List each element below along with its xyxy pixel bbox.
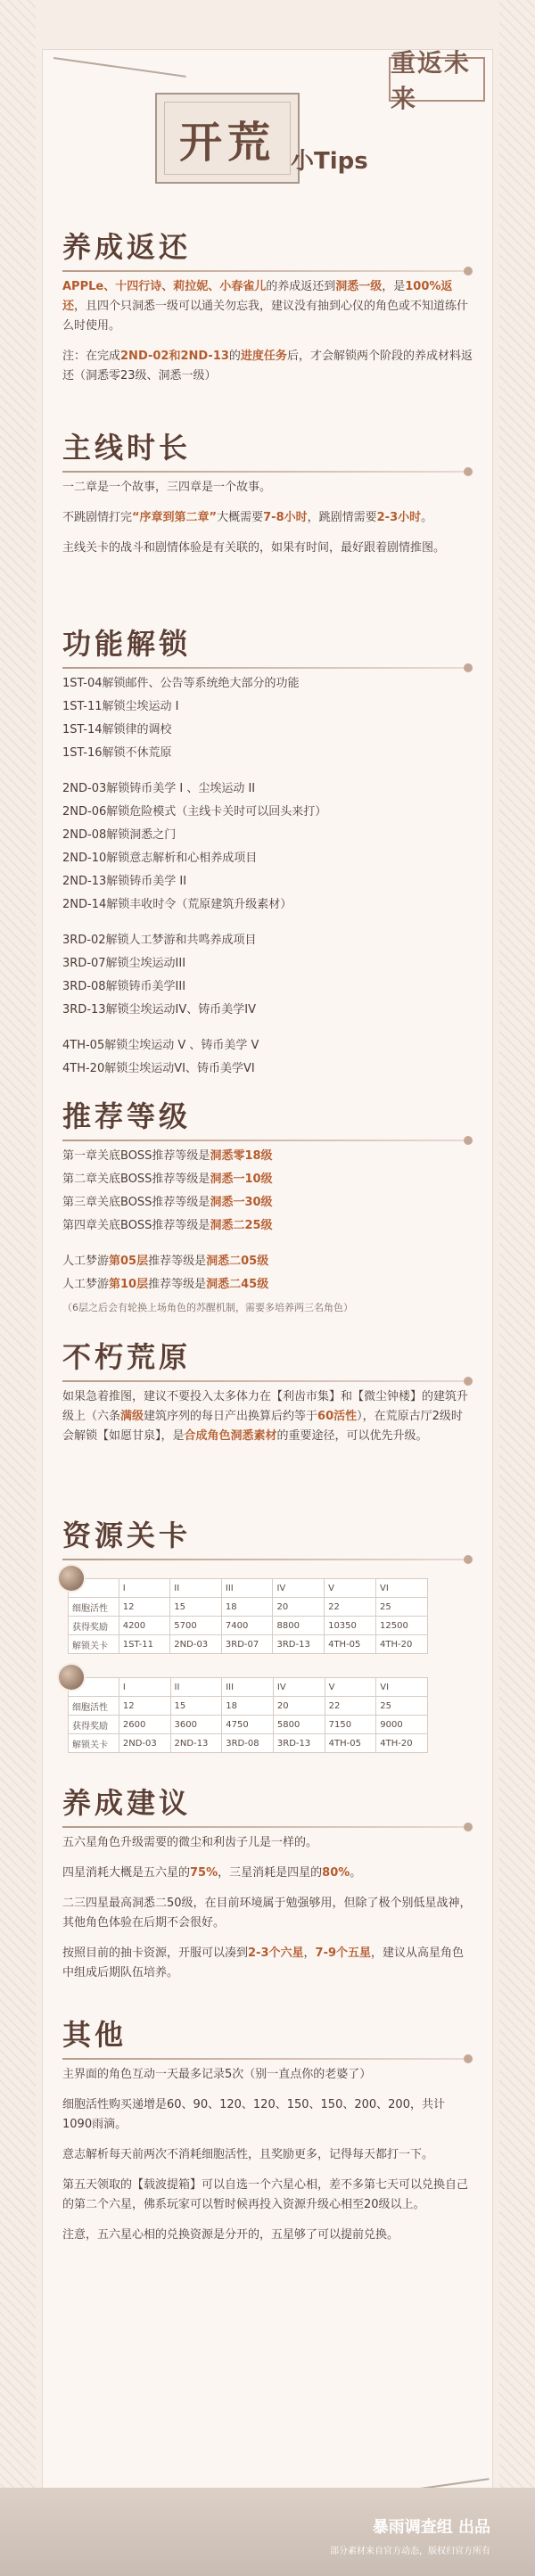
text: 建筑序列的每日产出换算后约等于 (144, 1410, 318, 1423)
table-row (69, 1734, 428, 1753)
table-cell: III (222, 1678, 274, 1697)
section-title: 养成返还 (62, 230, 192, 264)
table-cell: II (170, 1579, 222, 1598)
unlock-item: 2ND-14解锁丰收时令（荒原建筑升级素材） (62, 898, 292, 911)
recommend-row (62, 1275, 473, 1295)
table-cell: II (170, 1678, 222, 1697)
text: 注：在完成 (62, 350, 121, 363)
table-cell: 2600 (119, 1716, 170, 1734)
highlight: 合成角色洞悉素材 (184, 1429, 277, 1443)
text: ，建议从高星角色中组成后期队伍培养。 (62, 1946, 465, 1979)
table-cell: VI (376, 1579, 428, 1598)
footer-title: 暴雨调查组 出品 (372, 2518, 490, 2537)
table-cell: I (119, 1678, 170, 1697)
table-cell: IV (273, 1678, 325, 1697)
page-title: 开荒 (178, 117, 276, 168)
highlight: 洞悉一10级 (210, 1173, 273, 1186)
table-cell: 解锁关卡 (69, 1734, 119, 1753)
table-cell: 2ND-03 (119, 1734, 170, 1753)
table-cell: I (119, 1579, 170, 1598)
table-cell: 18 (221, 1598, 273, 1617)
table-cell: 4200 (119, 1617, 170, 1635)
divider-dot (464, 1555, 473, 1564)
section-wildland (62, 1337, 473, 1457)
text: 如果急着推图，建议不要投入太多体力在【利齿市集】和【微尘钟楼】的建筑升级上（六条 (62, 1390, 469, 1423)
divider-dot (464, 1377, 473, 1386)
unlock-item: 3RD-13解锁尘埃运动IV、铸币美学IV (62, 1003, 257, 1016)
highlight: 洞悉一30级 (210, 1196, 273, 1209)
paragraph: 主界面的角色互动一天最多记录5次（别一直点你的老婆了） (62, 2068, 372, 2081)
highlight: 满级 (120, 1410, 144, 1423)
section-title: 养成建议 (62, 1786, 192, 1820)
highlight: 第10层 (109, 1278, 149, 1291)
unlock-item: 2ND-08解锁洞悉之门 (62, 828, 177, 842)
table-row (69, 1617, 428, 1635)
paragraph (62, 1944, 473, 1983)
divider-dot (464, 1823, 473, 1831)
unlock-item: 2ND-03解锁铸币美学 I 、尘埃运动 II (62, 782, 256, 795)
paragraph: 细胞活性购买递增是60、90、120、120、150、150、200、200，共计1090雨滴。 (62, 2098, 445, 2131)
text: ，跳剧情需要 (307, 511, 377, 524)
divider (62, 667, 473, 669)
divider (62, 1826, 473, 1828)
table-cell: 8800 (273, 1617, 325, 1635)
table-row (69, 1716, 428, 1734)
unlock-item: 4TH-05解锁尘埃运动 V 、铸币美学 V (62, 1039, 259, 1052)
divider (62, 1140, 473, 1141)
table-cell: 获得奖励 (69, 1716, 119, 1734)
paragraph (62, 1864, 473, 1883)
table-cell: 18 (222, 1697, 274, 1716)
unlock-item: 1ST-14解锁律的调校 (62, 723, 172, 737)
highlight: 洞悉一级 (335, 280, 383, 293)
divider-dot (464, 267, 473, 276)
highlight: APPLe、十四行诗、莉拉妮、小春雀儿 (62, 280, 267, 293)
table-cell: 解锁关卡 (69, 1635, 119, 1654)
unlock-item: 3RD-07解锁尘埃运动III (62, 957, 186, 970)
highlight: 100%返还 (62, 280, 453, 313)
divider-dot (464, 663, 473, 672)
table-cell: 5700 (170, 1617, 222, 1635)
unlock-item: 2ND-06解锁危险模式（主线卡关时可以回头来打） (62, 805, 327, 819)
table-cell: IV (273, 1579, 325, 1598)
text: 按照目前的抽卡资源，开服可以凑到 (62, 1946, 249, 1960)
table-cell: 7150 (325, 1716, 376, 1734)
table-cell: 获得奖励 (69, 1617, 119, 1635)
section-recommend (62, 1097, 473, 1321)
section-header (62, 1783, 473, 1833)
section-title: 不朽荒原 (62, 1340, 192, 1374)
table-cell: 9000 (376, 1716, 428, 1734)
text: ，是 (382, 280, 406, 293)
highlight: “序章到第二章” (132, 511, 218, 524)
section-unlock (62, 624, 473, 1082)
resource-table (68, 1677, 428, 1753)
title-box (155, 93, 300, 184)
table-row (69, 1579, 428, 1598)
highlight: 2ND-02和2ND-13 (120, 350, 229, 363)
game-logo: 重返未来 (389, 57, 485, 102)
text: ，三星消耗是四星的 (218, 1866, 323, 1880)
table-cell: 25 (376, 1598, 428, 1617)
text: 后，才会解锁两个阶段的养成材料返还（洞悉零23级、洞悉一级） (62, 350, 473, 383)
table-cell: 3RD-08 (222, 1734, 274, 1753)
unlock-item: 1ST-16解锁不休荒原 (62, 746, 172, 760)
paragraph (62, 347, 473, 386)
table-cell: 4TH-20 (376, 1635, 428, 1654)
highlight: 洞悉二25级 (210, 1219, 273, 1232)
section-build (62, 1783, 473, 1994)
table-cell: 4TH-20 (376, 1734, 428, 1753)
resource-coin-icon (59, 1665, 84, 1690)
table-cell: 4TH-05 (325, 1734, 376, 1753)
highlight: 进度任务 (240, 350, 287, 363)
text: 第四章关底BOSS推荐等级是 (62, 1219, 210, 1232)
highlight: 2-3小时 (376, 511, 422, 524)
section-other (62, 2015, 473, 2256)
text: 第一章关底BOSS推荐等级是 (62, 1149, 210, 1163)
recommend-row (62, 1252, 473, 1272)
section-header (62, 1337, 473, 1387)
section-header (62, 1097, 473, 1147)
paragraph: 意志解析每天前两次不消耗细胞活性，且奖励更多，记得每天都打一下。 (62, 2148, 434, 2161)
table-cell: 细胞活性 (69, 1697, 119, 1716)
table-cell: 25 (376, 1697, 428, 1716)
divider (62, 2058, 473, 2060)
table-cell: 3600 (170, 1716, 222, 1734)
table-row (69, 1697, 428, 1716)
divider (62, 270, 473, 272)
section-title: 推荐等级 (62, 1099, 192, 1133)
section-title: 其他 (62, 2018, 128, 2052)
section-header (62, 428, 473, 478)
text: 的养成返还到 (266, 280, 336, 293)
paragraph: 注意，五六星心相的兑换资源是分开的，五星够了可以提前兑换。 (62, 2228, 399, 2242)
table-row (69, 1678, 428, 1697)
table-cell: 22 (325, 1697, 376, 1716)
text: 四星消耗大概是五六星的 (62, 1866, 191, 1880)
table-cell: 22 (325, 1598, 376, 1617)
highlight: 80% (322, 1866, 350, 1880)
divider (62, 471, 473, 473)
text: ，且四个只洞悉一级可以通关勿忘我，建议没有抽到心仪的角色或不知道练什么时使用。 (62, 300, 469, 333)
recommend-row (62, 1170, 473, 1189)
table-cell: 3RD-07 (221, 1635, 273, 1654)
section-title: 功能解锁 (62, 627, 192, 661)
recommend-row (62, 1193, 473, 1213)
resource-table-2 (68, 1677, 473, 1753)
resource-coin-icon (59, 1566, 84, 1591)
section-main-story (62, 428, 473, 569)
recommend-row (62, 1147, 473, 1166)
table-cell: 15 (170, 1697, 222, 1716)
section-rebate (62, 227, 473, 397)
table-cell: 15 (170, 1598, 222, 1617)
table-cell: V (325, 1678, 376, 1697)
section-title: 主线时长 (62, 431, 192, 465)
table-cell: 3RD-13 (273, 1635, 325, 1654)
paragraph (62, 508, 473, 528)
table-row (69, 1635, 428, 1654)
unlock-item: 2ND-13解锁铸币美学 II (62, 875, 187, 888)
unlock-item: 1ST-11解锁尘埃运动 I (62, 700, 179, 713)
table-row (69, 1598, 428, 1617)
right-texture (499, 0, 535, 2576)
unlock-item: 2ND-10解锁意志解析和心相养成项目 (62, 852, 258, 865)
table-cell: 7400 (221, 1617, 273, 1635)
divider-dot (464, 467, 473, 476)
text: 。 (350, 1866, 362, 1880)
highlight: 洞悉二05级 (206, 1255, 269, 1268)
paragraph: 第五天领取的【载波提箱】可以自选一个六星心相，差不多第七天可以兑换自己的第二个六星，佛系玩家可以暂时候再投入资源升级心相至20级以上。 (62, 2178, 469, 2211)
divider (62, 1380, 473, 1382)
text: 不跳剧情打完 (62, 511, 133, 524)
unlock-item: 1ST-04解锁邮件、公告等系统绝大部分的功能 (62, 677, 300, 690)
section-header (62, 2015, 473, 2065)
table-cell: 20 (273, 1697, 325, 1716)
table-cell: 4750 (222, 1716, 274, 1734)
table-cell: 12500 (376, 1617, 428, 1635)
table-cell: 细胞活性 (69, 1598, 119, 1617)
text: ， (303, 1946, 316, 1960)
paragraph: 主线关卡的战斗和剧情体验是有关联的，如果有时间，最好跟着剧情推图。 (62, 541, 446, 555)
unlock-item: 3RD-02解锁人工梦游和共鸣养成项目 (62, 934, 257, 947)
paragraph: 一二章是一个故事，三四章是一个故事。 (62, 481, 272, 494)
divider (62, 1559, 473, 1560)
divider-dot (464, 1136, 473, 1145)
table-cell: 2ND-03 (170, 1635, 222, 1654)
paragraph: 五六星角色升级需要的微尘和利齿子儿是一样的。 (62, 1836, 318, 1849)
text: 第二章关底BOSS推荐等级是 (62, 1173, 210, 1186)
page-subtitle: 小Tips (291, 148, 368, 175)
unlock-item: 3RD-08解锁铸币美学III (62, 980, 186, 993)
text: 推荐等级是 (148, 1255, 207, 1268)
highlight: 7-9个五星 (315, 1946, 372, 1960)
table-cell: 12 (119, 1697, 170, 1716)
unlock-item: 4TH-20解锁尘埃运动VI、铸币美学VI (62, 1062, 255, 1075)
text: 人工梦游 (62, 1255, 110, 1268)
highlight: 洞悉二45级 (206, 1278, 269, 1291)
resource-table-1 (68, 1578, 473, 1654)
table-cell: V (325, 1579, 376, 1598)
paragraph (62, 1387, 473, 1446)
table-cell: 10350 (325, 1617, 376, 1635)
paragraph (62, 277, 473, 336)
table-cell: 4TH-05 (325, 1635, 376, 1654)
highlight: 第05层 (109, 1255, 149, 1268)
text: 第三章关底BOSS推荐等级是 (62, 1196, 210, 1209)
text: 推荐等级是 (148, 1278, 207, 1291)
section-header (62, 1516, 473, 1566)
section-header (62, 227, 473, 277)
footer-credit: 部分素材来自官方动态，版权归官方所有 (330, 2547, 490, 2556)
table-cell: 5800 (273, 1716, 325, 1734)
table-cell: 20 (273, 1598, 325, 1617)
table-cell: 1ST-11 (119, 1635, 170, 1654)
table-cell: 12 (119, 1598, 170, 1617)
divider-dot (464, 2054, 473, 2063)
text: ），在荒原古厅2级时会解锁【如愿甘泉】，是 (62, 1410, 463, 1443)
section-resource (62, 1516, 473, 1753)
recommend-row (62, 1216, 473, 1236)
text: 人工梦游 (62, 1278, 110, 1291)
left-texture (0, 0, 36, 2576)
table-cell: 3RD-13 (273, 1734, 325, 1753)
table-cell: 2ND-13 (170, 1734, 222, 1753)
highlight: 7-8小时 (263, 511, 308, 524)
section-title: 资源关卡 (62, 1518, 192, 1552)
text: 的 (228, 350, 241, 363)
highlight: 洞悉零18级 (210, 1149, 273, 1163)
resource-table (68, 1578, 428, 1654)
table-cell: VI (376, 1678, 428, 1697)
text: 大概需要 (217, 511, 264, 524)
text: 的重要途径，可以优先升级。 (276, 1429, 428, 1443)
highlight: 75% (190, 1866, 218, 1880)
paragraph: 二三四星最高洞悉二50级，在目前环境属于勉强够用，但除了极个别低星战神，其他角色体验在后期不会很好。 (62, 1897, 472, 1930)
highlight: 60活性 (317, 1410, 358, 1423)
text: 。 (421, 511, 433, 524)
note: （6层之后会有轮换上场角色的苏醒机制，需要多培养两三名角色） (62, 1302, 353, 1313)
section-header (62, 624, 473, 674)
footer (0, 2488, 535, 2576)
table-cell: III (221, 1579, 273, 1598)
highlight: 2-3个六星 (248, 1946, 304, 1960)
